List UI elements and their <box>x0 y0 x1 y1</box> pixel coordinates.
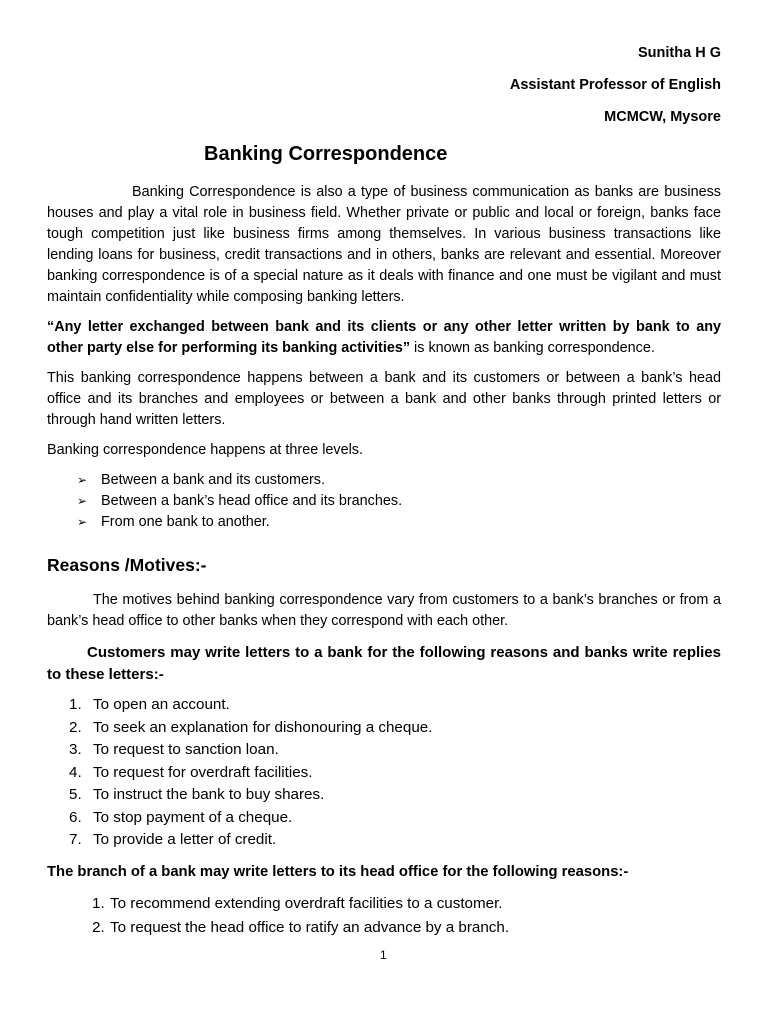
arrow-bullet-icon: ➢ <box>77 515 88 529</box>
list-number: 6. <box>69 808 82 826</box>
list-item <box>77 512 402 533</box>
list-item <box>77 491 402 512</box>
list-item-text: To seek an explanation for dishonouring a cheque. <box>93 718 433 736</box>
levels-intro: Banking correspondence happens at three levels. <box>47 442 364 458</box>
list-number: 2. <box>92 919 105 936</box>
list-item <box>69 717 432 740</box>
list-item-text: From one bank to another. <box>101 514 270 530</box>
list-item <box>69 807 432 830</box>
list-item <box>69 784 432 807</box>
section-heading: Reasons /Motives:- <box>47 555 207 575</box>
list-item <box>69 829 432 852</box>
list-item <box>77 470 402 491</box>
author-designation: Assistant Professor of English <box>509 77 721 93</box>
customers-heading: Customers may write letters to a bank for the following reasons and banks write replies to these letters:- <box>47 644 721 683</box>
list-number: 3. <box>69 741 82 758</box>
list-item-text: To stop payment of a cheque. <box>93 808 293 826</box>
definition-rest: is known as banking correspondence. <box>410 340 655 356</box>
list-item <box>92 916 509 940</box>
correspondence-paragraph: This banking correspondence happens between a bank and its customers or between a bank’s head office and its branches and employees or between a bank and other banks through printed letters or through hand written letters. <box>47 370 721 428</box>
branch-heading: The branch of a bank may write letters to its head office for the following reasons:- <box>47 864 629 880</box>
list-item-text: To request to sanction loan. <box>93 741 279 758</box>
list-item-text: To instruct the bank to buy shares. <box>93 786 325 803</box>
list-item-text: To request the head office to ratify an advance by a branch. <box>110 919 510 936</box>
document-title: Banking Correspondence <box>204 143 448 165</box>
levels-list <box>77 470 402 533</box>
author-name: Sunitha H G <box>638 45 721 61</box>
list-item-text: To request for overdraft facilities. <box>93 763 313 781</box>
list-number: 5. <box>69 786 82 803</box>
list-item <box>69 739 432 762</box>
list-item <box>69 694 432 717</box>
arrow-bullet-icon: ➢ <box>77 473 88 487</box>
list-number: 7. <box>69 831 82 848</box>
list-item-text: To provide a letter of credit. <box>93 831 277 848</box>
motives-paragraph: The motives behind banking correspondence vary from customers to a bank’s branches or from a bank’s head office to other banks when they correspond with each other. <box>47 592 721 629</box>
list-item <box>69 762 432 785</box>
list-item-text: To recommend extending overdraft facilities to a customer. <box>110 895 503 912</box>
list-item-text: To open an account. <box>93 696 230 713</box>
list-number: 4. <box>69 763 82 781</box>
customer-reasons-list <box>69 694 432 852</box>
intro-paragraph: Banking Correspondence is also a type of business communication as banks are business houses and play a vital role in business field. Whether private or public and local or foreign, banks face tough competition just like business firms among themselves. In various business transactions like lending loans for business, credit transactions and in others, banks are relevant and essential. Moreover banking correspondence is of a special nature as it deals with finance and one must be vigilant and must maintain confidentiality while composing banking letters. <box>47 184 721 305</box>
definition-paragraph <box>47 317 721 359</box>
list-item-text: Between a bank and its customers. <box>101 472 325 488</box>
definition-quote: “Any letter exchanged between bank and its clients or any other letter written by bank to any other party else for performing its banking activities” <box>47 319 721 356</box>
arrow-bullet-icon: ➢ <box>77 494 88 508</box>
list-number: 1. <box>69 696 82 713</box>
branch-reasons-list <box>92 892 509 940</box>
list-number: 1. <box>92 895 105 912</box>
author-institution: MCMCW, Mysore <box>604 109 721 125</box>
page-number: 1 <box>380 948 387 962</box>
list-number: 2. <box>69 718 82 736</box>
list-item-text: Between a bank’s head office and its branches. <box>101 493 403 509</box>
list-item <box>92 892 509 916</box>
